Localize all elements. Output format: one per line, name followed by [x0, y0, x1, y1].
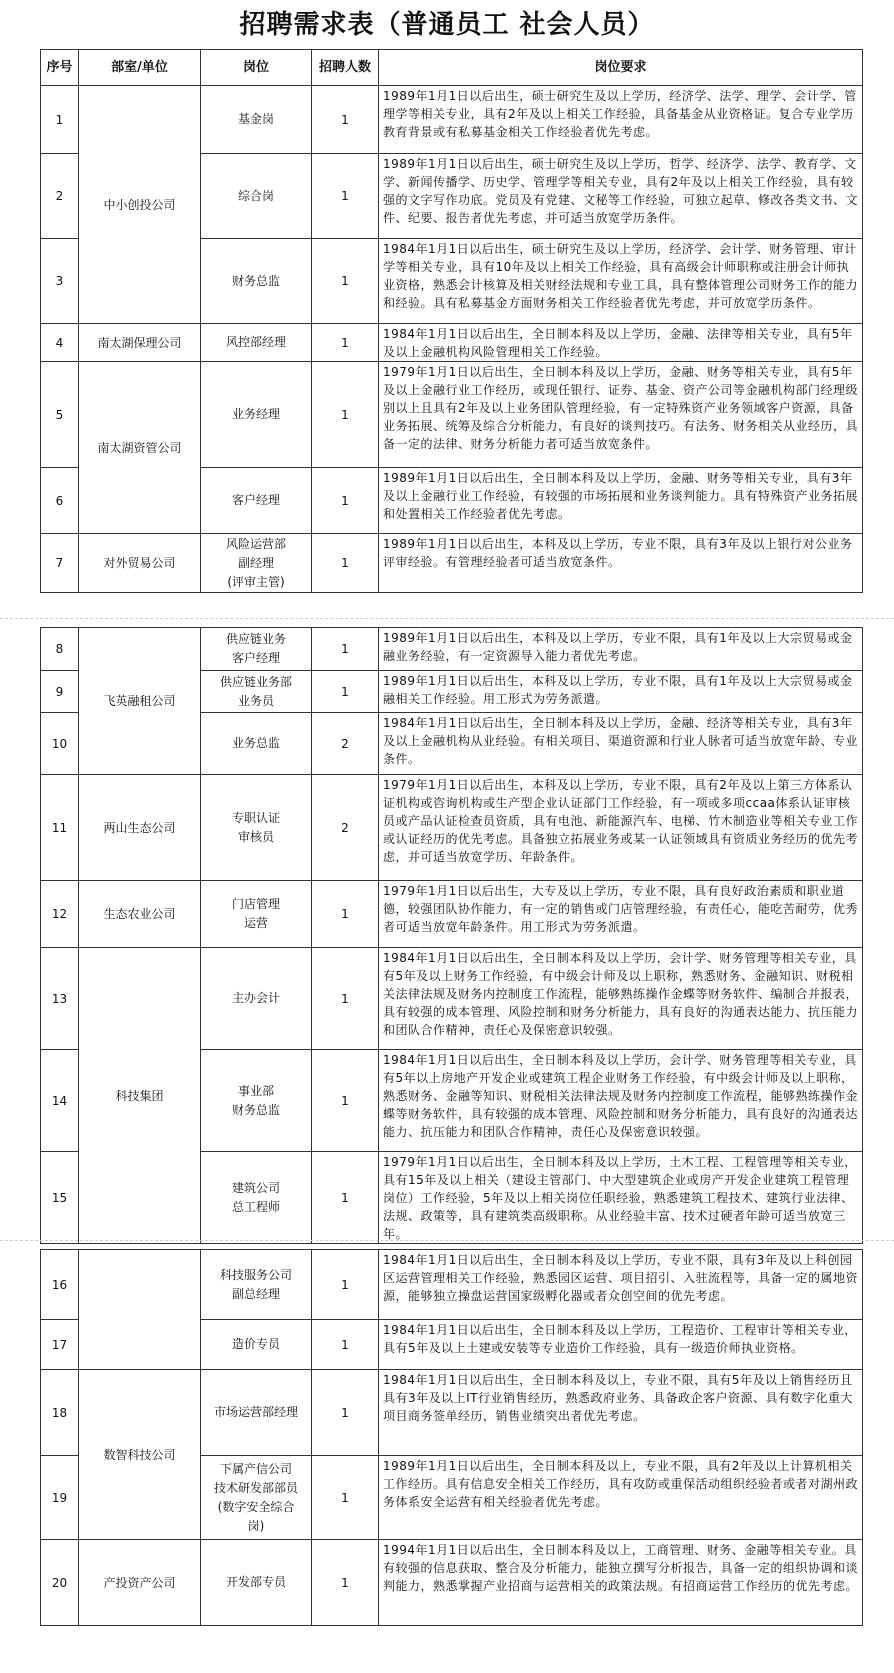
header-no: 序号	[41, 50, 79, 86]
row-position: 客户经理	[201, 468, 312, 534]
row-requirements: 1984年1月1日以后出生，全日制本科及以上学历，会计学、财务管理等相关专业，具有5年及以上财务工作经验，有中级会计师及以上职称，熟悉财务、金融知识、财税相关法律法规及财务内控制度工作流程，能够熟练操作金蝶等财务软件、编制合并报表，具有较强的成本管理、风险控制和财务分析能力，具有良好的沟通表达能力、抗压能力和团队合作精神，责任心及保密意识较强。	[379, 948, 863, 1050]
row-count: 1	[312, 628, 379, 671]
recruitment-table-part-1	[40, 49, 863, 593]
row-count: 1	[312, 1152, 379, 1244]
row-no: 17	[41, 1320, 79, 1370]
row-requirements: 1989年1月1日以后出生，硕士研究生及以上学历，哲学、经济学、法学、教育学、文学、新闻传播学、历史学、管理学等相关专业，具有2年及以上相关工作经验，具有较强的文字写作功底。党员及有党建、文秘等工作经验，可独立起草、修改各类文书、文件、纪要、报告者优先考虑，并可适当放宽学历条件。	[379, 154, 863, 239]
row-dept	[79, 1250, 201, 1370]
row-requirements: 1984年1月1日以后出生，硕士研究生及以上学历，经济学、会计学、财务管理、审计学等相关专业，具有10年及以上相关工作经验，具有高级会计师职称或注册会计师执业资格，熟悉会计核算及相关财经法规和专业工具，具有整体管理公司财务工作的能力和经验。具有私募基金方面财务相关工作经验者优先考虑，并可放宽学历条件。	[379, 239, 863, 324]
row-requirements: 1979年1月1日以后出生，本科及以上学历，专业不限，具有2年及以上第三方体系认证机构或咨询机构或生产型企业认证部门工作经验，有一项或多项ccaa体系认证审核员或产品认证检查员资质，具有电池、新能源汽车、电梯、竹木制造业等相关专业工作或认证经历的优先考虑。具备独立拓展业务或某一认证领域具有资质业务经历的优先考虑，并可适当放宽学历、年龄条件。	[379, 775, 863, 881]
recruitment-table-part-2	[40, 627, 863, 1244]
row-count: 2	[312, 713, 379, 775]
row-dept: 科技集团	[79, 948, 201, 1244]
row-count: 1	[312, 239, 379, 324]
row-position: 开发部专员	[201, 1540, 312, 1626]
table-row	[41, 86, 863, 154]
row-no: 11	[41, 775, 79, 881]
row-no: 16	[41, 1250, 79, 1320]
header-position: 岗位	[201, 50, 312, 86]
page-break	[0, 1240, 894, 1245]
row-dept: 生态农业公司	[79, 881, 201, 948]
row-no: 1	[41, 86, 79, 154]
table-row	[41, 948, 863, 1050]
table-row	[41, 628, 863, 671]
row-position: 门店管理 运营	[201, 881, 312, 948]
row-no: 3	[41, 239, 79, 324]
row-no: 6	[41, 468, 79, 534]
header-count: 招聘人数	[312, 50, 379, 86]
row-position: 科技服务公司 副总经理	[201, 1250, 312, 1320]
row-count: 2	[312, 775, 379, 881]
row-requirements: 1989年1月1日以后出生，全日制本科及以上学历，金融、财务等相关专业，具有3年及以上金融行业工作经验，有较强的市场拓展和业务谈判能力。具有特殊资产业务拓展和处置相关工作经验者优先考虑。	[379, 468, 863, 534]
row-count: 1	[312, 1370, 379, 1456]
row-count: 1	[312, 468, 379, 534]
table-row	[41, 534, 863, 593]
row-requirements: 1984年1月1日以后出生，全日制本科及以上学历，金融、经济等相关专业，具有3年及以上金融机构从业经验。有相关项目、渠道资源和行业人脉者可适当放宽年龄、专业条件。	[379, 713, 863, 775]
row-requirements: 1989年1月1日以后出生，硕士研究生及以上学历，经济学、法学、理学、会计学、管理学等相关专业，具有2年及以上相关工作经验，具备基金从业资格证。复合专业学历教育背景或有私募基金相关工作经验者优先考虑。	[379, 86, 863, 154]
row-position: 事业部 财务总监	[201, 1050, 312, 1152]
row-no: 4	[41, 324, 79, 362]
table-row	[41, 324, 863, 362]
table-header-row	[41, 50, 863, 86]
row-position: 下属产信公司 技术研发部部员 (数字安全综合 岗)	[201, 1456, 312, 1540]
row-position: 综合岗	[201, 154, 312, 239]
header-dept: 部室/单位	[79, 50, 201, 86]
row-position: 供应链业务 客户经理	[201, 628, 312, 671]
row-requirements: 1984年1月1日以后出生，全日制本科及以上，专业不限，具有5年及以上销售经历且具有3年及以上IT行业销售经历，熟悉政府业务、具备政企客户资源、具有数字化重大项目商务签单经历，销售业绩突出者优先考虑。	[379, 1370, 863, 1456]
row-requirements: 1979年1月1日以后出生，全日制本科及以上学历，金融、财务等相关专业，具有5年及以上金融行业工作经历，或现任银行、证券、基金、资产公司等金融机构部门经理级别以上且具有2年及以上业务团队管理经验，有一定特殊资产业务领域客户资源，具备业务拓展、统筹及综合分析能力，有良好的谈判技巧。有法务、财务相关从业经历，具备一定的法律、财务分析能力者可适当放宽条件。	[379, 362, 863, 468]
row-count: 1	[312, 1250, 379, 1320]
row-no: 18	[41, 1370, 79, 1456]
row-dept: 南太湖资管公司	[79, 362, 201, 534]
row-count: 1	[312, 534, 379, 593]
page-title: 招聘需求表（普通员工 社会人员）	[239, 10, 655, 40]
row-no: 10	[41, 713, 79, 775]
row-dept: 飞英融租公司	[79, 628, 201, 775]
row-count: 1	[312, 671, 379, 713]
row-position: 市场运营部经理	[201, 1370, 312, 1456]
row-no: 5	[41, 362, 79, 468]
row-count: 1	[312, 948, 379, 1050]
row-count: 1	[312, 1050, 379, 1152]
row-dept: 中小创投公司	[79, 86, 201, 324]
row-position: 基金岗	[201, 86, 312, 154]
row-requirements: 1984年1月1日以后出生，全日制本科及以上学历，会计学、财务管理等相关专业，具有5年以上房地产开发企业或建筑工程企业财务工作经验，有中级会计师及以上职称，熟悉财务、金融等知识、财税相关法律法规及财务内控制度工作流程，能够熟练操作金蝶等财务软件，具有较强的成本管理、风险控制和财务分析能力，具有良好的沟通表达能力、抗压能力和团队合作精神，责任心及保密意识较强。	[379, 1050, 863, 1152]
row-no: 12	[41, 881, 79, 948]
recruitment-table-part-3	[40, 1249, 863, 1626]
row-count: 1	[312, 362, 379, 468]
row-requirements: 1984年1月1日以后出生，全日制本科及以上学历，金融、法律等相关专业，具有5年及以上金融机构风险管理相关工作经验。	[379, 324, 863, 362]
row-position: 风控部经理	[201, 324, 312, 362]
row-no: 20	[41, 1540, 79, 1626]
row-requirements: 1984年1月1日以后出生，全日制本科及以上学历，工程造价、工程审计等相关专业，具有5年及以上土建或安装等专业造价工作经验，具有一级造价师执业资格。	[379, 1320, 863, 1370]
row-position: 业务总监	[201, 713, 312, 775]
row-position: 造价专员	[201, 1320, 312, 1370]
row-position: 专职认证 审核员	[201, 775, 312, 881]
row-requirements: 1989年1月1日以后出生，本科及以上学历，专业不限，具有1年及以上大宗贸易或金融业务经验，有一定资源导入能力者优先考虑。	[379, 628, 863, 671]
row-count: 1	[312, 1540, 379, 1626]
row-requirements: 1989年1月1日以后出生，本科及以上学历，专业不限，具有3年及以上银行对公业务评审经验。有管理经验者可适当放宽条件。	[379, 534, 863, 593]
table-row	[41, 1370, 863, 1456]
row-position: 业务经理	[201, 362, 312, 468]
page-break	[0, 618, 894, 623]
table-row	[41, 1540, 863, 1626]
row-dept: 两山生态公司	[79, 775, 201, 881]
row-no: 13	[41, 948, 79, 1050]
row-no: 7	[41, 534, 79, 593]
table-row	[41, 1250, 863, 1320]
row-requirements: 1994年1月1日以后出生，全日制本科及以上，工商管理、财务、金融等相关专业。具有较强的信息获取、整合及分析能力，能独立撰写分析报告，具备一定的组织协调和谈判能力，熟悉掌握产业招商与运营相关的政策法规。有招商运营工作经历的优先考虑。	[379, 1540, 863, 1626]
row-position: 风险运营部 副经理 (评审主管)	[201, 534, 312, 593]
row-requirements: 1989年1月1日以后出生，本科及以上学历，专业不限，具有1年及以上大宗贸易或金融相关工作经验。用工形式为劳务派遣。	[379, 671, 863, 713]
row-requirements: 1989年1月1日以后出生，全日制本科及以上，专业不限，具有2年及以上计算机相关工作经历。具有信息安全相关工作经历，具有攻防或重保活动组织经验者或者对湖州政务体系安全运营有相关经验者优先考虑。	[379, 1456, 863, 1540]
row-no: 8	[41, 628, 79, 671]
row-no: 19	[41, 1456, 79, 1540]
row-position: 财务总监	[201, 239, 312, 324]
row-no: 9	[41, 671, 79, 713]
row-position: 主办会计	[201, 948, 312, 1050]
row-position: 供应链业务部 业务员	[201, 671, 312, 713]
row-no: 15	[41, 1152, 79, 1244]
header-requirements: 岗位要求	[379, 50, 863, 86]
row-no: 2	[41, 154, 79, 239]
row-position: 建筑公司 总工程师	[201, 1152, 312, 1244]
table-row	[41, 362, 863, 468]
row-dept: 对外贸易公司	[79, 534, 201, 593]
row-requirements: 1979年1月1日以后出生，全日制本科及以上学历，土木工程、工程管理等相关专业，具有15年及以上相关（建设主管部门、中大型建筑企业或房产开发企业建筑工程管理岗位）工作经验，5年及以上相关岗位任职经验，熟悉建筑工程技术、建筑行业法律、法规、政策等，具有建筑类高级职称。从业经验丰富、技术过硬者年龄可适当放宽三年。	[379, 1152, 863, 1244]
row-requirements: 1984年1月1日以后出生，全日制本科及以上学历，专业不限，具有3年及以上科创园区运营管理相关工作经验，熟悉园区运营、项目招引、入驻流程等，具备一定的属地资源，能够独立操盘运营国家级孵化器或者众创空间的优先考虑。	[379, 1250, 863, 1320]
row-count: 1	[312, 86, 379, 154]
row-dept: 产投资产公司	[79, 1540, 201, 1626]
table-row	[41, 775, 863, 881]
row-no: 14	[41, 1050, 79, 1152]
table-row	[41, 881, 863, 948]
row-count: 1	[312, 154, 379, 239]
row-dept: 数智科技公司	[79, 1370, 201, 1540]
row-dept: 南太湖保理公司	[79, 324, 201, 362]
row-count: 1	[312, 881, 379, 948]
row-count: 1	[312, 1456, 379, 1540]
row-count: 1	[312, 1320, 379, 1370]
row-count: 1	[312, 324, 379, 362]
row-requirements: 1979年1月1日以后出生，大专及以上学历，专业不限，具有良好政治素质和职业道德，较强团队协作能力，有一定的销售或门店管理经验，有责任心，能吃苦耐劳，优秀者可适当放宽年龄条件。用工形式为劳务派遣。	[379, 881, 863, 948]
